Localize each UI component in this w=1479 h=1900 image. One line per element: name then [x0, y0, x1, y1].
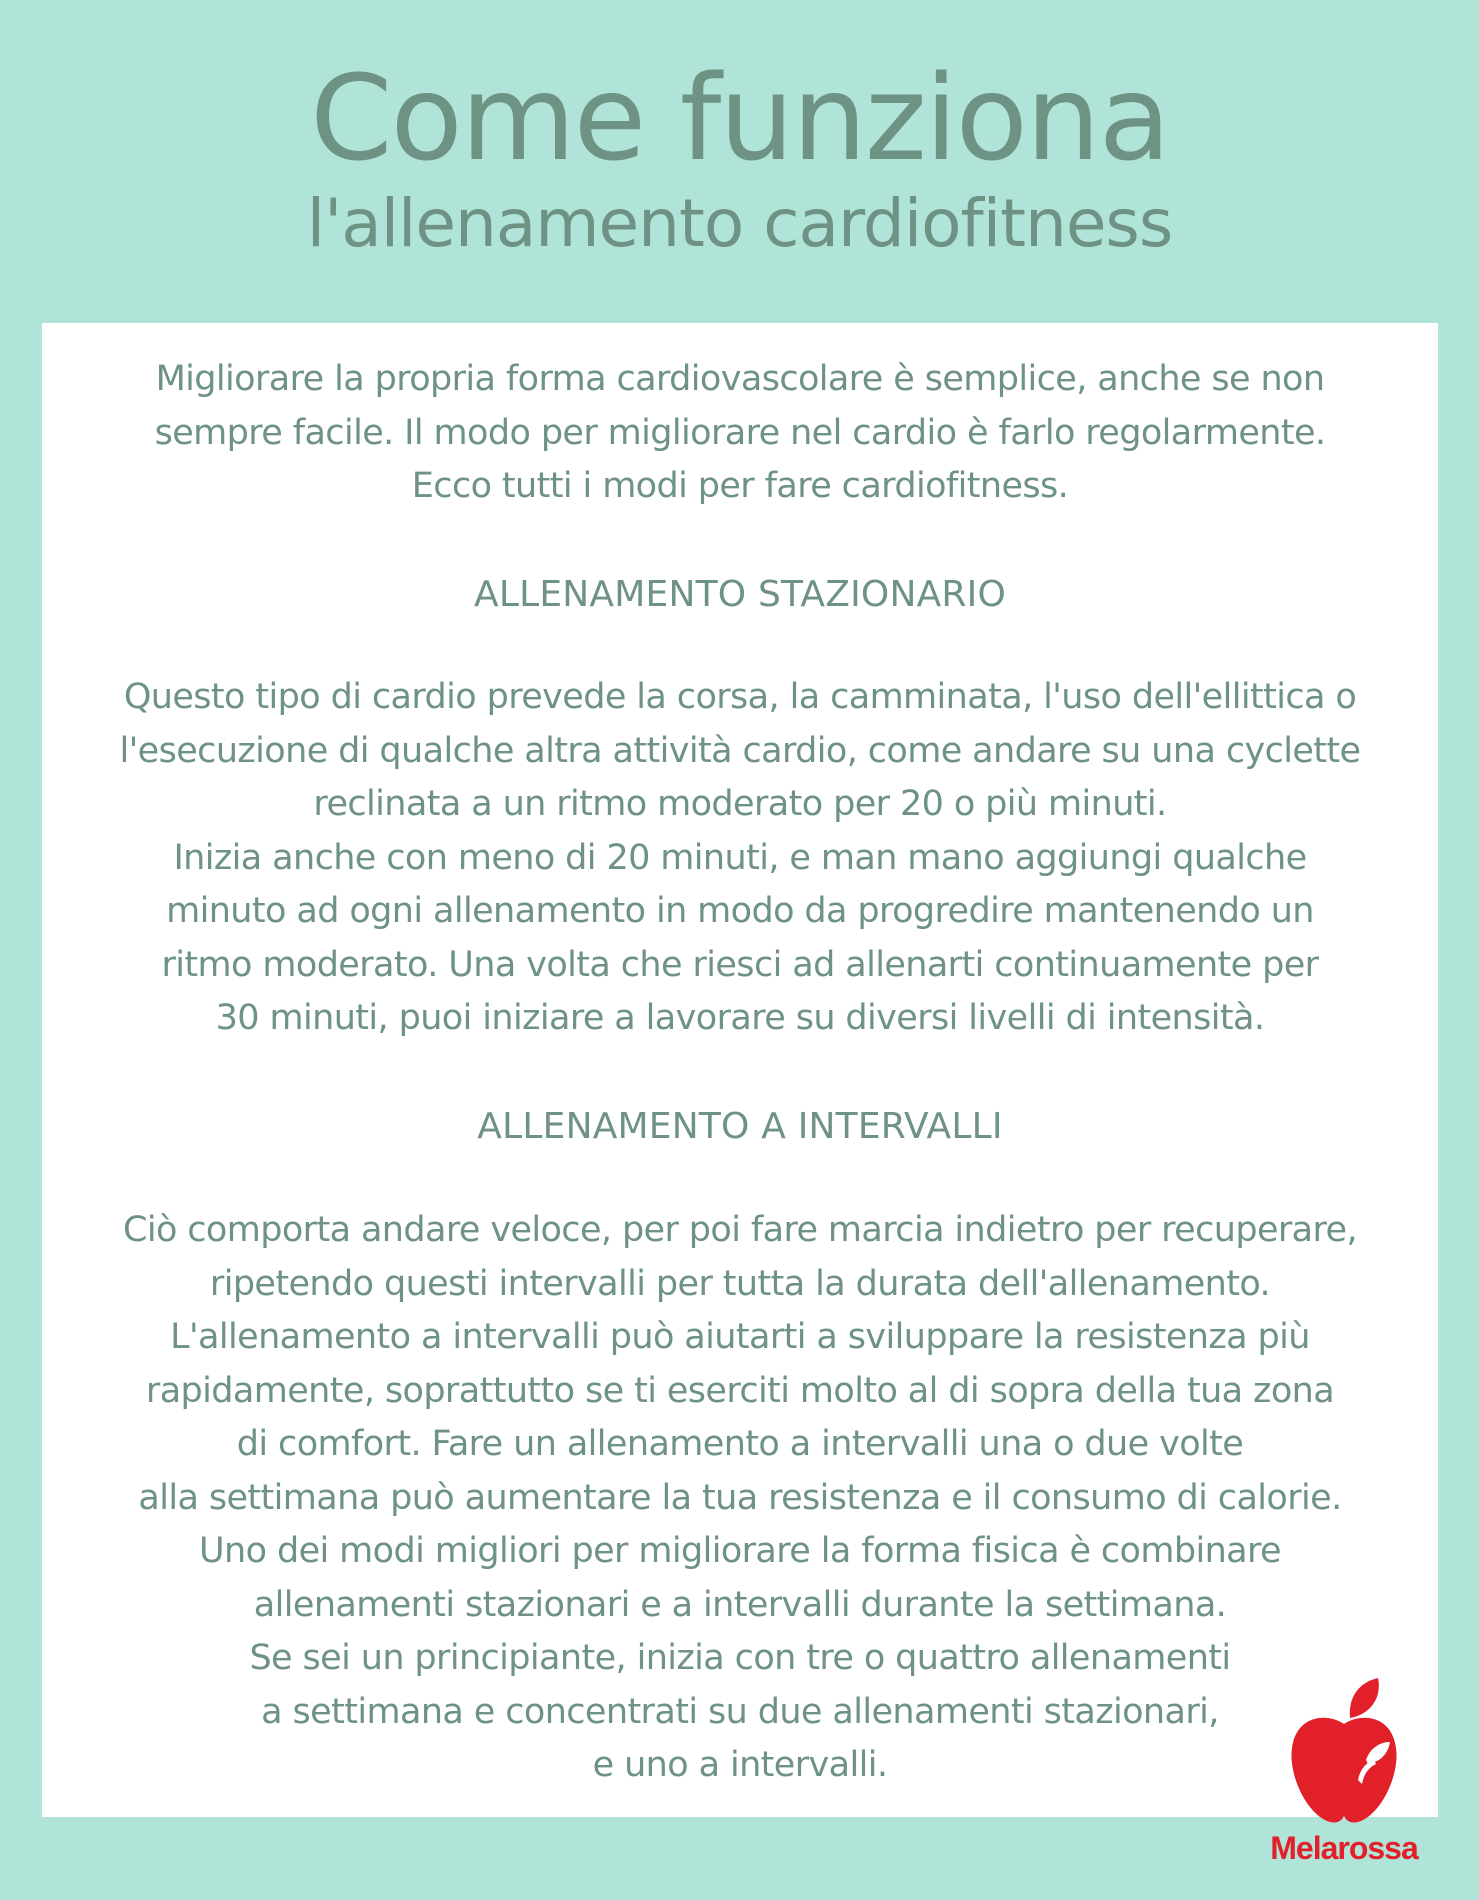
intervals-line: L'allenamento a intervalli può aiutarti a sviluppare la resistenza più — [170, 1317, 1310, 1357]
stationary-line: Questo tipo di cardio prevede la corsa, la camminata, l'uso dell'ellittica o — [123, 677, 1357, 717]
page-subtitle: l'allenamento cardiofitness — [306, 185, 1173, 262]
intervals-line: rapidamente, soprattutto se ti eserciti molto al di sopra della tua zona — [145, 1370, 1335, 1411]
apple-icon — [1286, 1676, 1402, 1826]
stationary-paragraph — [42, 671, 1438, 1046]
section-heading-stationary: ALLENAMENTO STAZIONARIO — [474, 574, 1006, 615]
intervals-line: Ciò comporta andare veloce, per poi fare marcia indietro per recuperare, — [122, 1210, 1358, 1250]
stationary-line: l'esecuzione di qualche altra attività cardio, come andare su una cyclette — [119, 730, 1361, 771]
intervals-line: Se sei un principiante, inizia con tre o quattro allenamenti — [249, 1638, 1231, 1678]
intro-paragraph — [42, 353, 1438, 514]
intervals-line: e uno a intervalli. — [592, 1745, 888, 1785]
stationary-line: Inizia anche con meno di 20 minuti, e man mano aggiungi qualche — [173, 837, 1307, 878]
intro-line: sempre facile. Il modo per migliorare nel cardio è farlo regolarmente. — [154, 412, 1326, 453]
intervals-line: allenamenti stazionari e a intervalli durante la settimana. — [253, 1584, 1227, 1625]
page-title: Come funziona — [310, 49, 1169, 187]
section-heading-intervals: ALLENAMENTO A INTERVALLI — [477, 1106, 1003, 1147]
intervals-line: ripetendo questi intervalli per tutta la durata dell'allenamento. — [209, 1263, 1271, 1304]
stationary-line: minuto ad ogni allenamento in modo da progredire mantenendo un — [166, 891, 1314, 931]
intervals-line: a settimana e concentrati su due allenamenti stazionari, — [261, 1691, 1219, 1732]
brand-logo — [1258, 1676, 1430, 1876]
stationary-line: 30 minuti, puoi iniziare a lavorare su diversi livelli di intensità. — [215, 998, 1265, 1038]
brand-name: Melarossa — [1270, 1830, 1418, 1866]
intervals-line: alla settimana può aumentare la tua resistenza e il consumo di calorie. — [138, 1477, 1342, 1518]
intro-line: Migliorare la propria forma cardiovascolare è semplice, anche se non — [155, 359, 1325, 399]
intro-line: Ecco tutti i modi per fare cardiofitness. — [411, 466, 1069, 506]
intervals-paragraph — [42, 1204, 1438, 1793]
intervals-line: Uno dei modi migliori per migliorare la forma fisica è combinare — [199, 1531, 1281, 1571]
intervals-line: di comfort. Fare un allenamento a intervalli una o due volte — [236, 1424, 1244, 1464]
stationary-line: reclinata a un ritmo moderato per 20 o più minuti. — [313, 784, 1167, 824]
content-card — [42, 323, 1438, 1817]
stationary-line: ritmo moderato. Una volta che riesci ad allenarti continuamente per — [161, 944, 1319, 985]
